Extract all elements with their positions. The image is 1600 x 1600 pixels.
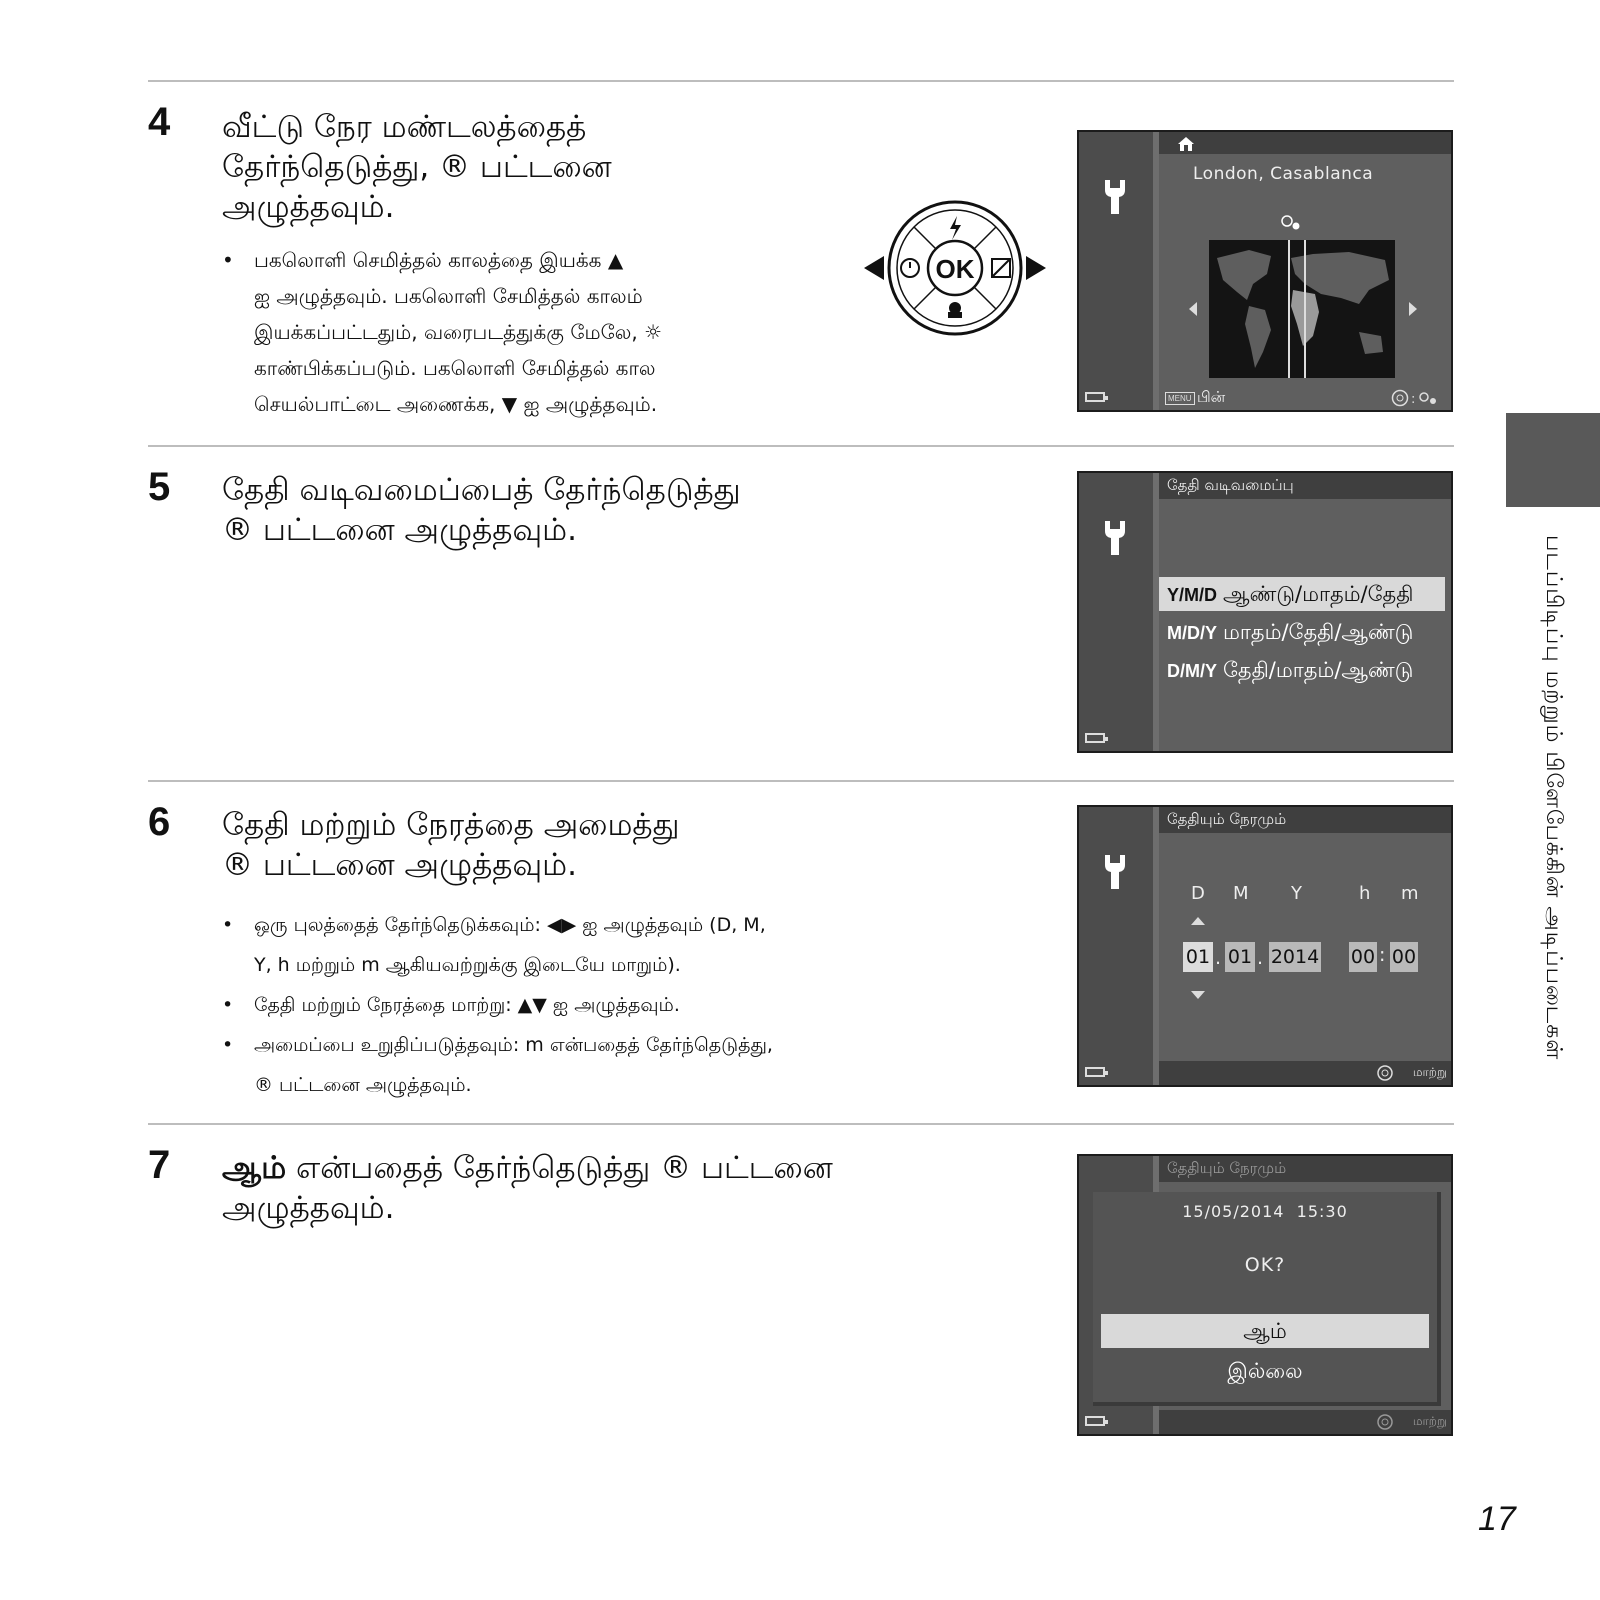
bullet-item [222, 985, 773, 1025]
screen-footer [1159, 1410, 1451, 1434]
heading-line: அழுத்தவும். [222, 1190, 395, 1226]
map-right-arrow[interactable] [1409, 302, 1417, 316]
heading-line [222, 1148, 833, 1188]
chapter-tab [1506, 413, 1600, 507]
minute-field[interactable]: 00 [1390, 942, 1418, 972]
bullet-item [222, 905, 773, 985]
heading-line: ® பட்டனை அழுத்தவும். [222, 512, 577, 548]
divider [148, 780, 1454, 782]
camera-screen-dateformat [1077, 471, 1453, 753]
format-label: தேதி/மாதம்/ஆண்டு [1223, 658, 1414, 682]
bullet-line: காண்பிக்கப்படும். பகலொளி சேமித்தல் கால [254, 356, 656, 380]
battery-icon [1085, 392, 1105, 402]
step-number: 7 [148, 1143, 171, 1187]
date-format-option[interactable] [1159, 653, 1445, 687]
step-bullets [222, 905, 773, 1105]
screen-title: தேதியும் நேரமும் [1167, 810, 1287, 828]
heading-line: தேதி மற்றும் நேரத்தை அமைத்து [222, 807, 680, 843]
date-dot: . [1257, 947, 1264, 969]
battery-icon [1085, 1416, 1105, 1426]
date-dot: . [1215, 947, 1222, 969]
field-label-h: h [1359, 883, 1371, 904]
bullet-line: • அமைப்பை உறுதிப்படுத்தவும்: m என்பதைத் தேர்ந்தெடுத்து, [254, 1034, 773, 1056]
city-label: London, Casablanca [1193, 164, 1374, 184]
wrench-icon [1101, 853, 1129, 891]
battery-icon [1085, 733, 1105, 743]
back-label: பின் [1197, 388, 1226, 406]
divider [148, 80, 1454, 82]
bullet-item [222, 242, 662, 422]
format-label: மாதம்/தேதி/ஆண்டு [1223, 620, 1414, 644]
menu-sidebar [1079, 132, 1153, 410]
heading-bold: ஆம் [222, 1150, 287, 1186]
month-field[interactable]: 01 [1225, 942, 1255, 972]
bullet-line: ஐ அழுத்தவும். பகலொளி சேமித்தல் காலம் [254, 284, 643, 308]
world-map [1209, 240, 1395, 378]
day-field[interactable]: 01 [1183, 942, 1213, 972]
no-option[interactable]: இல்லை [1227, 1359, 1303, 1383]
screen-header [1159, 132, 1451, 154]
yes-option[interactable]: ஆம் [1101, 1314, 1429, 1348]
map-left-arrow[interactable] [1189, 302, 1197, 316]
wrench-icon [1101, 178, 1129, 216]
format-code: D/M/Y [1167, 661, 1218, 681]
sidebar-separator [1153, 473, 1159, 751]
date-format-option[interactable] [1159, 615, 1445, 649]
camera-screen-confirm [1077, 1154, 1453, 1436]
field-label-y: Y [1291, 883, 1302, 904]
screen-footer [1159, 1061, 1451, 1085]
heading-line: வீட்டு நேர மண்டலத்தைத் [222, 109, 587, 145]
menu-button-icon: MENU [1165, 392, 1195, 405]
heading-line: ® பட்டனை அழுத்தவும். [222, 847, 577, 883]
ok-question: OK? [1244, 1254, 1286, 1276]
bullet-line: இயக்கப்பட்டதும், வரைபடத்துக்கு மேலே, ☼ [254, 320, 663, 344]
heading-line: தேதி வடிவமைப்பைத் தேர்ந்தெடுத்து [222, 472, 741, 508]
selector-icon [1377, 1065, 1393, 1081]
up-arrow-icon [1191, 917, 1205, 925]
svg-text::: : [1411, 392, 1416, 407]
field-label-min: m [1401, 883, 1419, 904]
page-number: 17 [1478, 1500, 1516, 1538]
year-field[interactable]: 2014 [1269, 942, 1321, 972]
sidebar-separator [1153, 132, 1159, 410]
screen-title: தேதி வடிவமைப்பு [1167, 476, 1294, 494]
step-heading [222, 805, 680, 885]
step-number: 4 [148, 100, 171, 144]
selector-dst-icon [1391, 389, 1445, 407]
heading-line: தேர்ந்தெடுத்து, ® பட்டனை [222, 149, 612, 185]
camera-screen-timezone [1077, 130, 1453, 412]
battery-icon [1085, 1067, 1105, 1077]
format-code: M/D/Y [1167, 623, 1218, 643]
footer-label: மாற்று [1412, 1065, 1447, 1079]
hour-field[interactable]: 00 [1349, 942, 1377, 972]
menu-sidebar [1079, 473, 1153, 751]
menu-sidebar [1079, 807, 1153, 1085]
footer-label: மாற்று [1412, 1414, 1447, 1428]
format-code: Y/M/D [1167, 585, 1218, 605]
ok-label: OK [935, 254, 975, 284]
step-number: 6 [148, 800, 171, 844]
step-heading [222, 107, 612, 227]
divider [148, 1123, 1454, 1125]
bullet-line: செயல்பாட்டை அணைக்க, ▼ ஐ அழுத்தவும். [254, 392, 658, 416]
sidebar-separator [1153, 807, 1159, 1085]
home-icon [1177, 136, 1195, 152]
format-label: ஆண்டு/மாதம்/தேதி [1223, 582, 1414, 606]
divider [148, 445, 1454, 447]
multi-selector-icon [860, 198, 1050, 338]
step-heading [222, 1148, 833, 1228]
datetime-value: 15/05/2014 15:30 [1182, 1202, 1348, 1221]
wrench-icon [1101, 519, 1129, 557]
step-bullets [222, 242, 662, 422]
chapter-title: படப்பிடிப்பு மற்றும் பிளேபேக்கின் அடிப்படைகள் [1541, 535, 1566, 1061]
step-heading [222, 470, 741, 550]
screen-title: தேதியும் நேரமும் [1167, 1159, 1287, 1177]
bullet-line: • பகலொளி செமித்தல் காலத்தை இயக்க ▲ [254, 248, 624, 272]
confirm-dialog [1093, 1192, 1441, 1406]
field-label-d: D [1191, 883, 1205, 904]
heading-text: என்பதைத் தேர்ந்தெடுத்து ® பட்டனை [286, 1150, 833, 1186]
date-format-option[interactable] [1159, 577, 1445, 611]
bullet-item [222, 1025, 773, 1105]
time-colon: : [1379, 944, 1386, 966]
heading-line: அழுத்தவும். [222, 189, 395, 225]
dst-icon [1279, 214, 1303, 232]
camera-screen-datetime [1077, 805, 1453, 1087]
down-arrow-icon [1191, 991, 1205, 999]
bullet-line: • தேதி மற்றும் நேரத்தை மாற்று: ▲▼ ஐ அழுத்தவும். [254, 994, 680, 1016]
field-label-m: M [1233, 883, 1249, 904]
bullet-line: ® பட்டனை அழுத்தவும். [254, 1074, 472, 1096]
bullet-line: Y, h மற்றும் m ஆகியவற்றுக்கு இடையே மாறும்). [254, 954, 681, 976]
bullet-line: • ஒரு புலத்தைத் தேர்ந்தெடுக்கவும்: ◀▶ ஐ அழுத்தவும் (D, M, [254, 914, 766, 936]
step-number: 5 [148, 465, 171, 509]
selector-icon [1377, 1414, 1393, 1430]
